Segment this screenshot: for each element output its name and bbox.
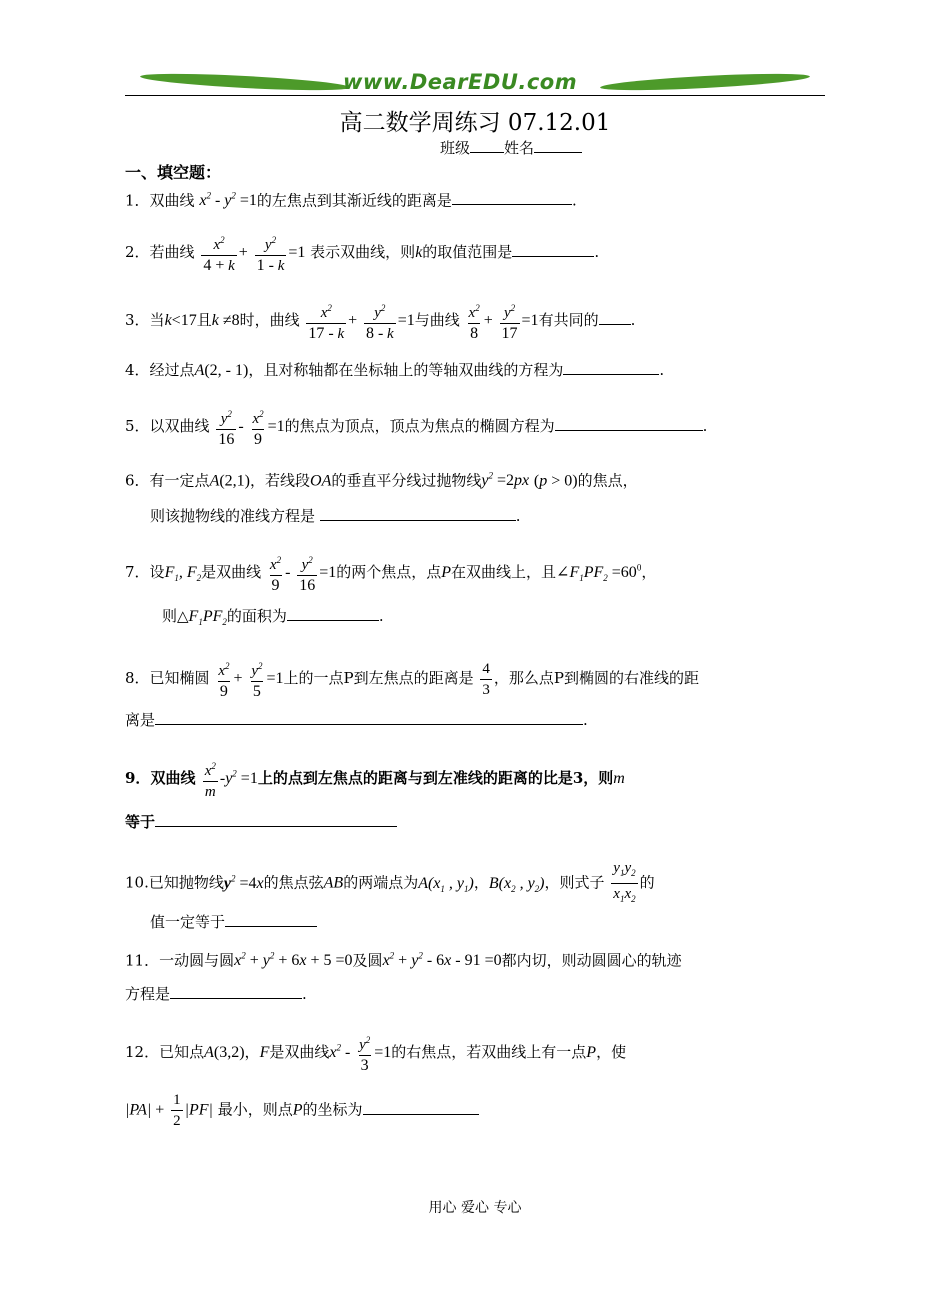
question-3: 3．当k<17且k ≠8时，曲线 $\frac{x^2}{17 - k}$ + $\frac{y^2}{8 - k}$ =1与曲线 $\frac{x^2}{8}$ + $\frac{y^2}{17}$ =1有共同的 . (125, 298, 635, 344)
fraction: $\frac{x^2}{9}$ (252, 409, 264, 448)
answer-blank[interactable] (599, 310, 631, 325)
answer-blank[interactable] (155, 710, 583, 725)
fraction: $\frac{1}{2}$ (173, 1092, 181, 1129)
question-1: 1．双曲线 $x^2 - y^2 =1$的左焦点到其渐近线的距离是 . (125, 191, 577, 210)
answer-blank[interactable] (170, 984, 302, 999)
fraction: $\frac{y^2}{8 - k}$ (365, 303, 394, 342)
question-8: 8．已知椭圆 $\frac{x^2}{9}$ + $\frac{y^2}{5}$ =1上的一点P到左焦点的距离是 $\frac{4}{3}$ ，那么点P到椭圆的右准线的距 (125, 656, 699, 702)
logo-text: www.DearEDU.com (343, 70, 578, 94)
page-title: 高二数学周练习 07.12.01 (339, 110, 611, 136)
fraction: $\frac{4}{3}$ (482, 660, 490, 698)
question-10-line2: 值一定等于 (150, 910, 317, 934)
question-11-line2: 方程是 . (125, 985, 307, 1003)
fraction: $\frac{x^2}{8}$ (468, 303, 480, 342)
fraction: $\frac{x^2}{9}$ (218, 661, 230, 700)
question-7-line2: 则$\triangle F_1PF_2$的面积为 . (162, 607, 384, 628)
fraction: $\frac{x^2}{4 + k}$ (203, 235, 235, 274)
fraction: $\frac{y^2}{1 - k}$ (256, 235, 285, 274)
footer-text: 用心 爱心 专心 (428, 1200, 522, 1216)
question-4: 4．经过点A(2, - 1)，且对称轴都在坐标轴上的等轴双曲线的方程为 . (125, 361, 665, 379)
question-8-line2: 离是 . (125, 711, 588, 729)
question-5: 5．以双曲线 $\frac{y^2}{16}$ - $\frac{x^2}{9}$ =1的焦点为顶点，顶点为焦点的椭圆方程为 . (125, 404, 707, 450)
section-heading: 一、填空题： (125, 163, 222, 182)
name-blank (534, 138, 582, 153)
fraction: $\frac{y^2}{17}$ (501, 303, 518, 342)
question-12: 12．已知点A(3,2)，F是双曲线$x^2$ - $\frac{y^2}{3}$ =1的右焦点，若双曲线上有一点P，使 (125, 1030, 626, 1076)
class-blank (470, 138, 504, 153)
fraction: $\frac{y^2}{5}$ (251, 661, 263, 700)
question-10: 10.已知抛物线$y^2 =4x$的焦点弦AB的两端点为$A(x_1$ , $y_1$)，$B(x_2$ , $y_2$)，则式子 $\frac{y_1y_2}{x_1x_2}$ 的 (125, 858, 655, 909)
answer-blank[interactable] (155, 812, 397, 827)
question-12-line2: |PA| + $\frac{1}{2}$ |PF| 最小，则点P的坐标为 (125, 1090, 479, 1131)
question-11: 11．一动圆与圆$x^2 + y^2 + 6x + 5 =0$及圆$x^2 + y^2 - 6x - 91 =0$都内切，则动圆圆心的轨迹 (125, 951, 682, 970)
answer-blank[interactable] (452, 190, 572, 205)
question-9-line2: 等于 (125, 810, 397, 834)
answer-blank[interactable] (320, 506, 516, 521)
fraction: $\frac{x^2}{17 - k}$ (308, 303, 345, 342)
answer-blank[interactable] (287, 606, 379, 621)
question-6-line2: 则该抛物线的准线方程是 . (150, 507, 521, 525)
fraction: $\frac{y_1y_2}{x_1x_2}$ (611, 858, 637, 909)
logo-left-swoosh (140, 71, 350, 94)
answer-blank[interactable] (555, 416, 703, 431)
name-label: 姓名 (504, 139, 535, 157)
class-name-line (440, 137, 582, 158)
answer-blank[interactable] (563, 360, 659, 375)
answer-blank[interactable] (512, 242, 594, 257)
answer-blank[interactable] (363, 1100, 479, 1115)
math: $x^2 - y^2 =1$ (199, 191, 257, 210)
header-rule (125, 95, 825, 96)
answer-blank[interactable] (225, 912, 317, 927)
question-7: 7．设$F_1$, $F_2$是双曲线 $\frac{x^2}{9}$ - $\frac{y^2}{16}$ =1的两个焦点，点P在双曲线上，且$\angle F_1PF_2 =60^0$， (125, 550, 656, 596)
fraction: $\frac{x^2}{m}$ (204, 761, 216, 800)
logo-right-swoosh (600, 71, 810, 94)
question-6: 6．有一定点A(2,1)，若线段OA的垂直平分线过抛物线$y^2 =2px$ (p > 0)的焦点， (125, 471, 638, 490)
question-9: 9．双曲线 $\frac{x^2}{m}$ $-y^2 =1$上的点到左焦点的距离与到左准线的距离的比是3，则m (125, 756, 625, 802)
fraction: $\frac{x^2}{9}$ (269, 555, 282, 594)
fraction: $\frac{y^2}{3}$ (359, 1035, 371, 1074)
fraction: $\frac{y^2}{16}$ (299, 555, 316, 594)
question-2: 2．若曲线 $\frac{x^2}{4 + k}$ + $\frac{y^2}{1 - k}$ =1 表示双曲线，则k的取值范围是 . (125, 230, 599, 276)
fraction: $\frac{y^2}{16}$ (218, 409, 235, 448)
class-label: 班级 (440, 139, 471, 157)
